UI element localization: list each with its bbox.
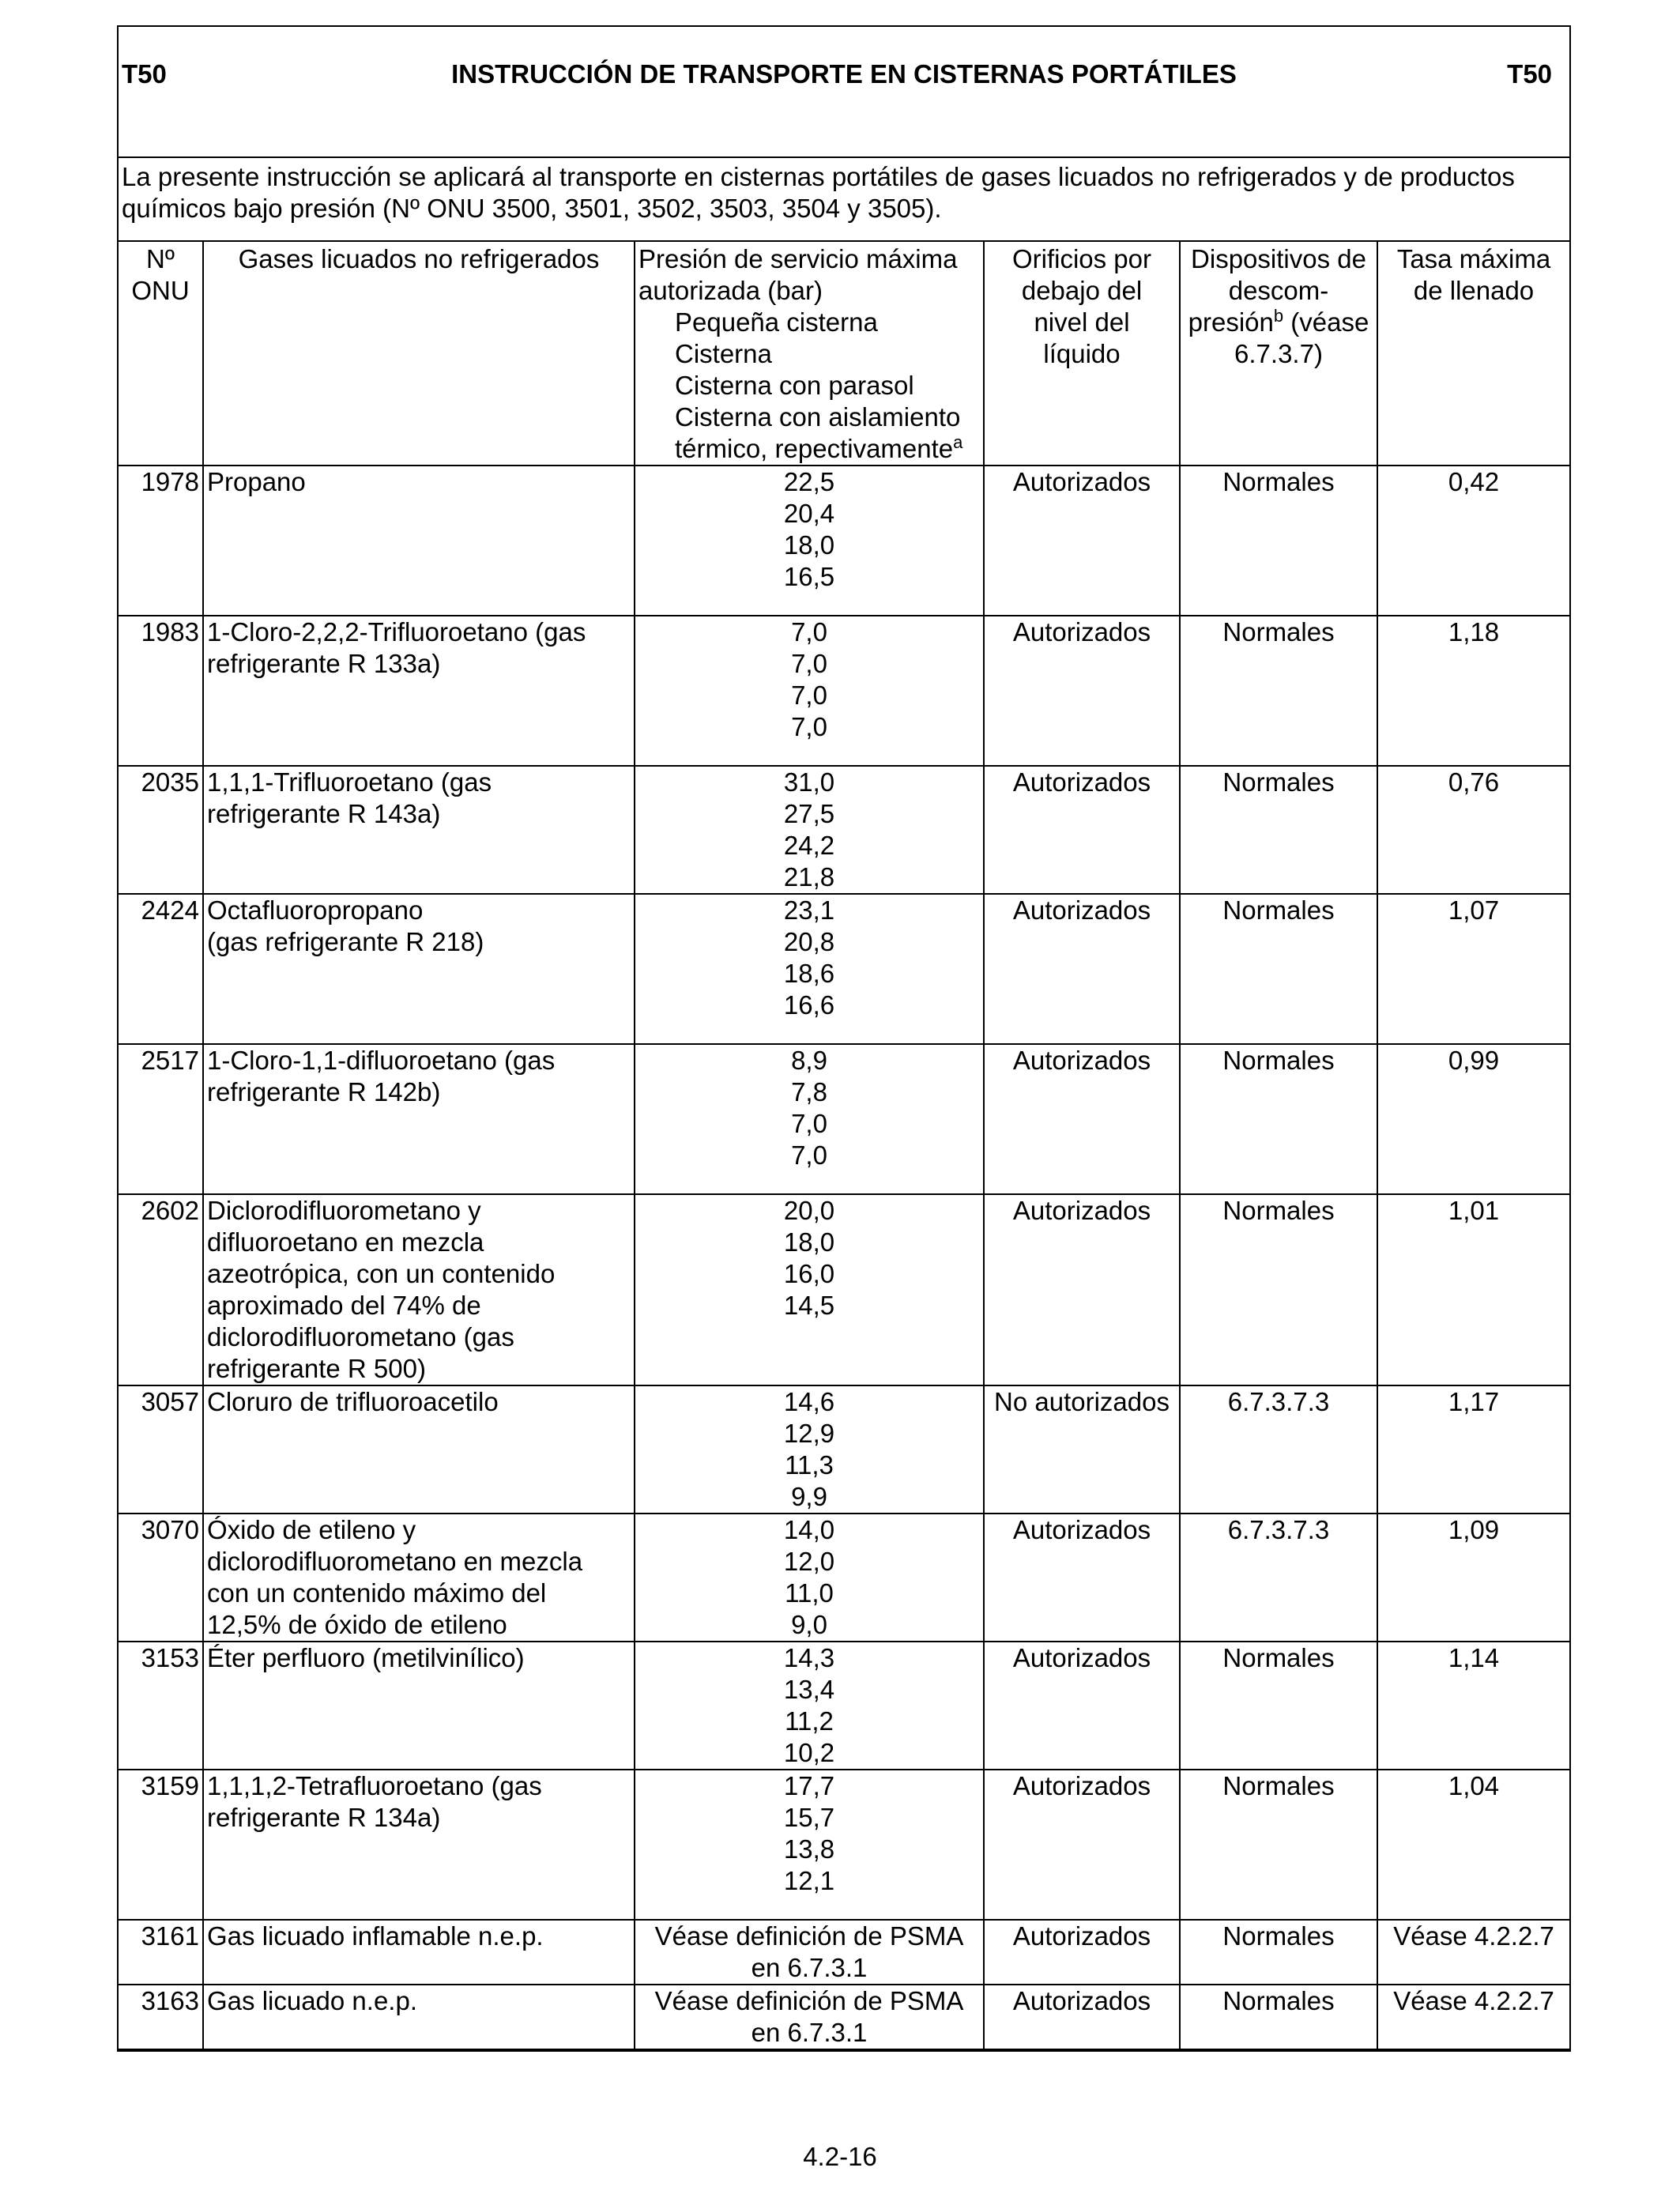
table-row xyxy=(118,1385,1570,1514)
cell-pressure-relief: Normales xyxy=(1180,894,1377,1044)
column-header-row xyxy=(118,241,1570,466)
cell-pressure-relief: Normales xyxy=(1180,1770,1377,1920)
cell-gas-name: Octafluoropropano (gas refrigerante R 218) xyxy=(203,894,635,1044)
cell-pressures: 7,0 7,0 7,0 7,0 xyxy=(635,616,984,766)
cell-gas-name: Gas licuado n.e.p. xyxy=(203,1985,635,2050)
cell-onu-number: 3159 xyxy=(118,1770,203,1920)
table-row xyxy=(118,1044,1570,1194)
cell-orifices: No autorizados xyxy=(984,1385,1180,1514)
cell-gas-name: Éter perfluoro (metilvinílico) xyxy=(203,1642,635,1770)
cell-onu-number: 2602 xyxy=(118,1194,203,1385)
title-row xyxy=(118,26,1570,157)
table-row xyxy=(118,1514,1570,1642)
header-onu: Nº ONU xyxy=(118,241,203,466)
header-devices: Dispositivos de descom- presión$^b$ (véase 6.7.3.7) xyxy=(1180,241,1377,466)
cell-max-fill-rate: 0,99 xyxy=(1377,1044,1570,1194)
cell-gas-name: 1-Cloro-2,2,2-Trifluoroetano (gas refrigerante R 133a) xyxy=(203,616,635,766)
cell-pressure-relief: Normales xyxy=(1180,766,1377,894)
table-body xyxy=(118,466,1570,2050)
cell-orifices: Autorizados xyxy=(984,1514,1180,1642)
page-title: INSTRUCCIÓN DE TRANSPORTE EN CISTERNAS PORTÁTILES xyxy=(451,59,1237,89)
cell-pressures: 14,6 12,9 11,3 9,9 xyxy=(635,1385,984,1514)
header-fill-rate: Tasa máxima de llenado xyxy=(1377,241,1570,466)
cell-orifices: Autorizados xyxy=(984,466,1180,616)
intro-row xyxy=(118,157,1570,241)
transport-instruction-table xyxy=(117,25,1571,2052)
cell-onu-number: 2517 xyxy=(118,1044,203,1194)
cell-max-fill-rate: Véase 4.2.2.7 xyxy=(1377,1985,1570,2050)
cell-max-fill-rate: 1,14 xyxy=(1377,1642,1570,1770)
cell-onu-number: 3153 xyxy=(118,1642,203,1770)
table-row xyxy=(118,616,1570,766)
cell-orifices: Autorizados xyxy=(984,1770,1180,1920)
cell-pressure-relief: Normales xyxy=(1180,1985,1377,2050)
cell-onu-number: 2424 xyxy=(118,894,203,1044)
cell-pressures: Véase definición de PSMA en 6.7.3.1 xyxy=(635,1985,984,2050)
cell-onu-number: 3070 xyxy=(118,1514,203,1642)
instruction-code-right: T50 xyxy=(1507,59,1553,89)
cell-max-fill-rate: 1,04 xyxy=(1377,1770,1570,1920)
cell-max-fill-rate: 1,09 xyxy=(1377,1514,1570,1642)
header-orifices: Orificios por debajo del nivel del líquido xyxy=(984,241,1180,466)
cell-onu-number: 1983 xyxy=(118,616,203,766)
cell-gas-name: Óxido de etileno y diclorodifluorometano en mezcla con un contenido máximo del 12,5% de óxido de etileno xyxy=(203,1514,635,1642)
header-pressure: Presión de servicio máxima autorizada (bar) Pequeña cisterna Cisterna Cisterna con parasol Cisterna con aislamiento térmico, repectivamente$^a$ xyxy=(635,241,984,466)
table-row xyxy=(118,894,1570,1044)
cell-orifices: Autorizados xyxy=(984,1044,1180,1194)
intro-text: La presente instrucción se aplicará al transporte en cisternas portátiles de gases licuados no refrigerados y de productos químicos bajo presión (Nº ONU 3500, 3501, 3502, 3503, 3504 y 3505). xyxy=(118,157,1570,241)
table-row xyxy=(118,1985,1570,2050)
cell-pressures: 22,5 20,4 18,0 16,5 xyxy=(635,466,984,616)
table-row xyxy=(118,1770,1570,1920)
cell-pressure-relief: Normales xyxy=(1180,1044,1377,1194)
cell-gas-name: 1,1,1,2-Tetrafluoroetano (gas refrigerante R 134a) xyxy=(203,1770,635,1920)
cell-orifices: Autorizados xyxy=(984,1920,1180,1985)
cell-orifices: Autorizados xyxy=(984,616,1180,766)
cell-pressure-relief: 6.7.3.7.3 xyxy=(1180,1514,1377,1642)
cell-onu-number: 2035 xyxy=(118,766,203,894)
cell-pressure-relief: Normales xyxy=(1180,1642,1377,1770)
page-number: 4.2-16 xyxy=(803,2142,877,2171)
cell-pressures: 8,9 7,8 7,0 7,0 xyxy=(635,1044,984,1194)
cell-orifices: Autorizados xyxy=(984,766,1180,894)
cell-max-fill-rate: 0,42 xyxy=(1377,466,1570,616)
cell-pressures: 14,3 13,4 11,2 10,2 xyxy=(635,1642,984,1770)
table-row xyxy=(118,766,1570,894)
table-row xyxy=(118,1194,1570,1385)
table-row xyxy=(118,1920,1570,1985)
cell-onu-number: 3057 xyxy=(118,1385,203,1514)
cell-pressures: 31,0 27,5 24,2 21,8 xyxy=(635,766,984,894)
cell-pressure-relief: Normales xyxy=(1180,1920,1377,1985)
cell-pressure-relief: 6.7.3.7.3 xyxy=(1180,1385,1377,1514)
cell-max-fill-rate: 0,76 xyxy=(1377,766,1570,894)
instruction-code-left: T50 xyxy=(122,59,167,89)
cell-max-fill-rate: 1,01 xyxy=(1377,1194,1570,1385)
cell-gas-name: Diclorodifluorometano y difluoroetano en mezcla azeotrópica, con un contenido aproximado del 74% de diclorodifluorometano (gas refrigerante R 500) xyxy=(203,1194,635,1385)
cell-max-fill-rate: 1,07 xyxy=(1377,894,1570,1044)
cell-pressures: 20,0 18,0 16,0 14,5 xyxy=(635,1194,984,1385)
cell-gas-name: Propano xyxy=(203,466,635,616)
cell-pressures: 14,0 12,0 11,0 9,0 xyxy=(635,1514,984,1642)
cell-gas-name: 1,1,1-Trifluoroetano (gas refrigerante R 143a) xyxy=(203,766,635,894)
cell-onu-number: 3163 xyxy=(118,1985,203,2050)
cell-onu-number: 3161 xyxy=(118,1920,203,1985)
cell-gas-name: 1-Cloro-1,1-difluoroetano (gas refrigerante R 142b) xyxy=(203,1044,635,1194)
table-row xyxy=(118,1642,1570,1770)
cell-orifices: Autorizados xyxy=(984,1642,1180,1770)
cell-pressure-relief: Normales xyxy=(1180,616,1377,766)
cell-max-fill-rate: Véase 4.2.2.7 xyxy=(1377,1920,1570,1985)
cell-pressures: 17,7 15,7 13,8 12,1 xyxy=(635,1770,984,1920)
cell-pressures: 23,1 20,8 18,6 16,6 xyxy=(635,894,984,1044)
table-row xyxy=(118,466,1570,616)
cell-orifices: Autorizados xyxy=(984,894,1180,1044)
cell-pressures: Véase definición de PSMA en 6.7.3.1 xyxy=(635,1920,984,1985)
cell-pressure-relief: Normales xyxy=(1180,466,1377,616)
cell-onu-number: 1978 xyxy=(118,466,203,616)
cell-pressure-relief: Normales xyxy=(1180,1194,1377,1385)
cell-orifices: Autorizados xyxy=(984,1985,1180,2050)
cell-gas-name: Gas licuado inflamable n.e.p. xyxy=(203,1920,635,1985)
cell-max-fill-rate: 1,17 xyxy=(1377,1385,1570,1514)
cell-orifices: Autorizados xyxy=(984,1194,1180,1385)
cell-gas-name: Cloruro de trifluoroacetilo xyxy=(203,1385,635,1514)
header-gases: Gases licuados no refrigerados xyxy=(203,241,635,466)
cell-max-fill-rate: 1,18 xyxy=(1377,616,1570,766)
